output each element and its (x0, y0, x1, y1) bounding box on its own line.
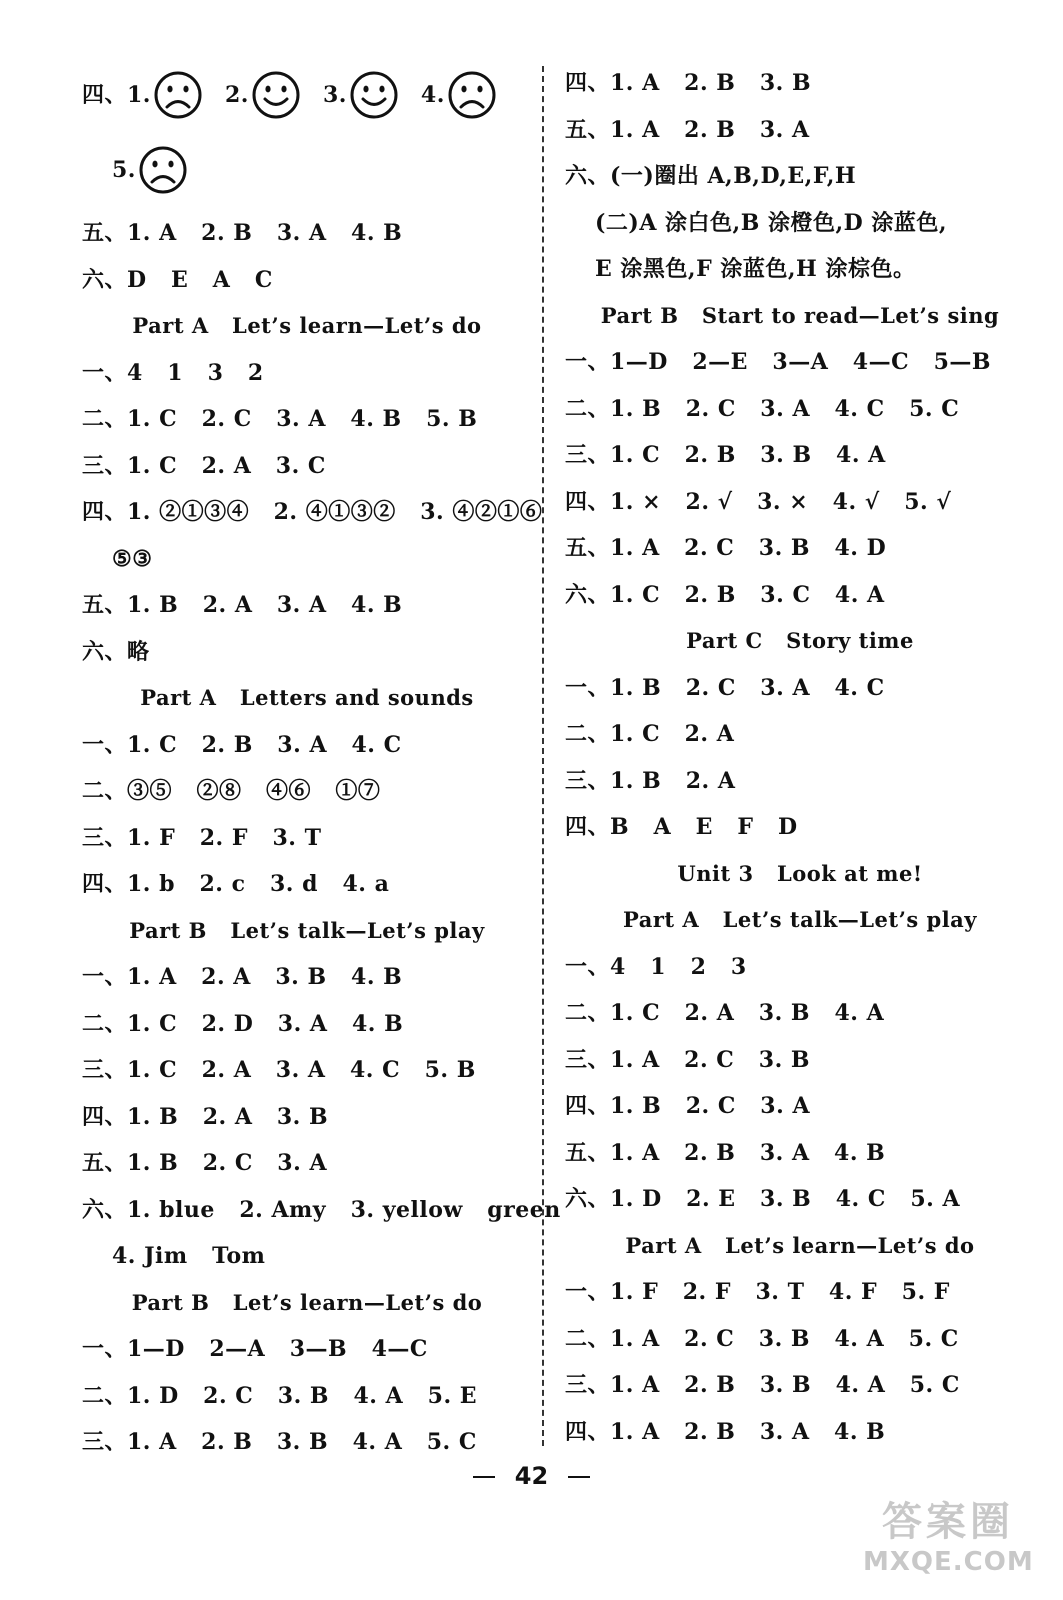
answer-line: 一、1—D 2—E 3—A 4—C 5—B (565, 349, 991, 375)
answer-line: 六、(一)圈出 A,B,D,E,F,H (565, 163, 857, 189)
watermark (863, 1490, 1033, 1577)
answer-line: (二)A 涂白色,B 涂橙色,D 涂蓝色, (595, 209, 948, 236)
answer-line: 三、1. A 2. C 3. B (565, 1046, 811, 1073)
answer-line: 五、1. A 2. B 3. A 4. B (82, 220, 403, 246)
section-heading: Part A Let’s talk—Let’s play (623, 907, 977, 932)
answer-line: 四、1. B 2. C 3. A (565, 1093, 811, 1119)
answer-line: 三、1. A 2. B 3. B 4. A 5. C (82, 1429, 477, 1455)
answer-line: 五、1. A 2. B 3. A 4. B (565, 1139, 886, 1166)
answer-line: 三、1. C 2. A 3. A 4. C 5. B (82, 1057, 476, 1083)
column-divider (542, 66, 544, 1446)
answer-line: 四、1. ②①③④ 2. ④①③② 3. ④②①⑥ (82, 499, 543, 525)
face-answer-label: 四、1. (82, 81, 151, 108)
footer-dash-right (568, 1476, 590, 1478)
right-answer-lines (565, 60, 1035, 1455)
answer-line: 三、1. F 2. F 3. T (82, 824, 322, 851)
answer-line: 二、1. A 2. C 3. B 4. A 5. C (565, 1325, 959, 1352)
face-answer-label: 5. (112, 156, 136, 183)
page-number-footer (0, 1462, 1063, 1490)
section-heading: Part A Letters and sounds (140, 685, 474, 710)
answer-line: 四、1. × 2. √ 3. × 4. √ 5. √ (565, 488, 952, 515)
answer-line: 4. Jim Tom (112, 1243, 266, 1269)
section-heading: Unit 3 Look at me! (677, 860, 923, 886)
footer-dash-left (473, 1476, 495, 1478)
section-heading: Part C Story time (686, 628, 914, 653)
answer-line: 五、1. A 2. B 3. A (565, 116, 810, 143)
answer-line: E 涂黑色,F 涂蓝色,H 涂棕色。 (595, 256, 916, 282)
answer-line: 六、1. blue 2. Amy 3. yellow green (82, 1196, 561, 1223)
answer-line: 六、1. D 2. E 3. B 4. C 5. A (565, 1186, 961, 1212)
answer-line: 五、1. B 2. C 3. A (82, 1150, 328, 1176)
face-answer-label: 2. (224, 81, 249, 108)
answer-line: 五、1. B 2. A 3. A 4. B (82, 592, 403, 618)
answer-line: 六、1. C 2. B 3. C 4. A (565, 581, 885, 608)
watermark-url: MXQE.COM (863, 1547, 1034, 1577)
answer-line: 二、1. C 2. A (565, 721, 735, 747)
face-answer-item (421, 70, 497, 120)
watermark-logo-text: 答案圈 (882, 1499, 1014, 1545)
sad-face-icon (153, 70, 203, 120)
section-heading: Part A Let’s learn—Let’s do (132, 313, 482, 338)
face-answer-row-2 (82, 130, 532, 210)
answer-line: 四、1. B 2. A 3. B (82, 1103, 329, 1130)
answer-line: 三、1. B 2. A (565, 767, 736, 794)
face-answer-item (112, 145, 188, 195)
section-heading: Part A Let’s learn—Let’s do (625, 1232, 975, 1258)
left-column (82, 60, 561, 1466)
happy-face-icon (349, 70, 399, 120)
right-column (565, 60, 1035, 1455)
answer-line: 三、1. C 2. B 3. B 4. A (565, 442, 886, 468)
face-answer-row-1 (82, 60, 532, 130)
answer-line: 二、1. D 2. C 3. B 4. A 5. E (82, 1382, 478, 1409)
face-answer-label: 4. (420, 81, 445, 108)
face-answer-item (225, 70, 301, 120)
left-answer-lines (82, 210, 561, 1466)
answer-line: 一、4 1 3 2 (82, 359, 264, 386)
answer-line: 四、B A E F D (565, 814, 798, 840)
page-number: 42 (514, 1462, 549, 1490)
answer-line: 二、1. B 2. C 3. A 4. C 5. C (565, 395, 960, 422)
answer-line: 六、略 (82, 638, 150, 665)
section-heading: Part B Start to read—Let’s sing (600, 302, 1000, 328)
answer-line: 三、1. C 2. A 3. C (82, 452, 326, 479)
answer-line: 四、1. A 2. B 3. B (565, 70, 812, 96)
section-heading: Part B Let’s talk—Let’s play (129, 917, 485, 943)
answer-line: 四、1. A 2. B 3. A 4. B (565, 1418, 886, 1445)
answer-line: 一、4 1 2 3 (565, 953, 747, 980)
answer-line: 二、1. C 2. D 3. A 4. B (82, 1010, 404, 1037)
sad-face-icon (447, 70, 497, 120)
answer-line: 一、1. A 2. A 3. B 4. B (82, 964, 403, 990)
face-answer-label: 3. (322, 81, 347, 108)
face-answer-item (82, 70, 203, 120)
answer-line: 六、D E A C (82, 266, 273, 293)
face-answer-item (323, 70, 399, 120)
answer-line: 一、1. B 2. C 3. A 4. C (565, 674, 885, 701)
answer-line: 一、1. C 2. B 3. A 4. C (82, 731, 402, 758)
answer-line: ⑤③ (112, 545, 153, 572)
section-heading: Part B Let’s learn—Let’s do (131, 1289, 483, 1315)
answer-line: 一、1—D 2—A 3—B 4—C (82, 1336, 428, 1362)
answer-line: 二、③⑤ ②⑧ ④⑥ ①⑦ (82, 778, 381, 804)
answer-line: 五、1. A 2. C 3. B 4. D (565, 535, 887, 561)
answer-line: 四、1. b 2. c 3. d 4. a (82, 871, 390, 897)
sad-face-icon (138, 145, 188, 195)
answer-line: 一、1. F 2. F 3. T 4. F 5. F (565, 1279, 950, 1305)
answer-line: 二、1. C 2. A 3. B 4. A (565, 1000, 885, 1026)
happy-face-icon (251, 70, 301, 120)
answer-line: 三、1. A 2. B 3. B 4. A 5. C (565, 1372, 960, 1398)
answer-line: 二、1. C 2. C 3. A 4. B 5. B (82, 406, 478, 432)
